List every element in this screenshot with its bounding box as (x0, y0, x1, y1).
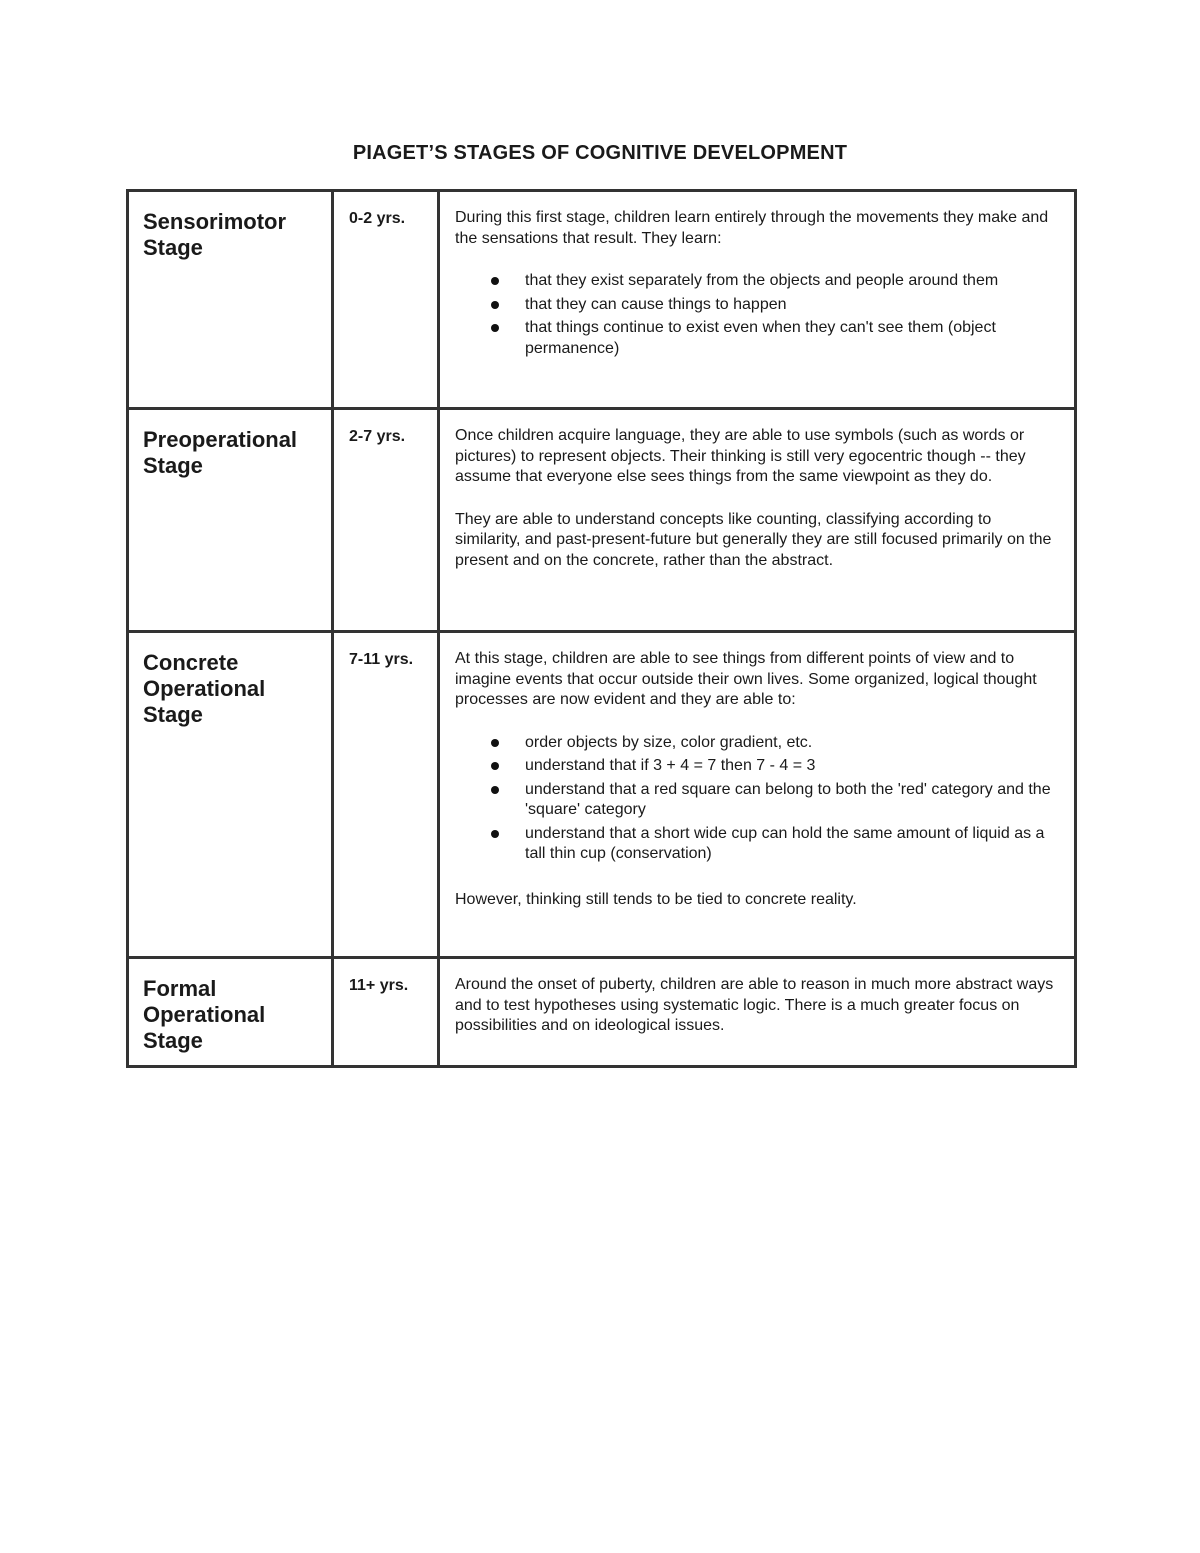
stage-name-cell (128, 191, 333, 409)
stage-name-line: Stage (143, 453, 203, 478)
stage-name-line: Formal (143, 976, 217, 1001)
list-item: that things continue to exist even when they can't see them (object permanence) (525, 318, 1061, 362)
stage-description (441, 634, 1073, 910)
stage-name-line: Stage (143, 1028, 203, 1053)
page-title: PIAGET’S STAGES OF COGNITIVE DEVELOPMENT (352, 142, 848, 164)
table-row (128, 632, 1076, 958)
age-range: 11+ yrs. (349, 977, 409, 994)
description-paragraph: During this first stage, children learn entirely through the movements they make and the sensations that result. They learn: (455, 209, 1049, 247)
stage-name (130, 960, 330, 1054)
list-item: order objects by size, color gradient, etc. (525, 733, 1061, 757)
bullet-list (455, 733, 1061, 868)
description-paragraph: Around the onset of puberty, children are able to reason in much more abstract ways and to test hypotheses using systematic logic. There is a much greater focus on possibilities and on ideological issues. (455, 976, 1054, 1034)
stage-name-line: Stage (143, 702, 203, 727)
stage-name-line: Preoperational (143, 427, 298, 452)
stages-table (126, 189, 1077, 1068)
stage-name-line: Operational (143, 1002, 266, 1027)
age-range: 0-2 yrs. (349, 210, 406, 227)
table-row (128, 409, 1076, 632)
list-item: understand that a red square can belong to both the 'red' category and the 'square' category (525, 780, 1061, 824)
age-cell (333, 958, 439, 1067)
stage-name-line: Stage (143, 235, 203, 260)
description-cell (439, 632, 1076, 958)
table-row (128, 958, 1076, 1067)
age-range: 2-7 yrs. (349, 428, 406, 445)
age-cell (333, 191, 439, 409)
stage-description (441, 193, 1073, 362)
stage-name-line: Sensorimotor (143, 209, 287, 234)
stage-name-cell (128, 409, 333, 632)
list-item: that they exist separately from the objects and people around them (525, 271, 1061, 295)
stage-name-line: Operational (143, 676, 266, 701)
stage-name (130, 193, 330, 261)
age-range: 7-11 yrs. (349, 651, 414, 668)
description-paragraph: At this stage, children are able to see things from different points of view and to imagine events that occur outside their own lives. Some organized, logical thought processes are now evident and they are able to: (455, 650, 1037, 708)
stage-name-cell (128, 632, 333, 958)
stage-name (130, 634, 330, 728)
stage-name-cell (128, 958, 333, 1067)
description-paragraph: They are able to understand concepts like counting, classifying according to similarity, and past-present-future but generally they are still focused primarily on the present and on the concrete, rather than the abstract. (455, 510, 1052, 569)
age-cell (333, 632, 439, 958)
age-cell (333, 409, 439, 632)
bullet-list (455, 271, 1061, 362)
stage-description (441, 411, 1073, 571)
list-item: that they can cause things to happen (525, 295, 1061, 319)
table-row (128, 191, 1076, 409)
list-item: understand that if 3 + 4 = 7 then 7 - 4 = 3 (525, 756, 1061, 780)
stage-name-line: Concrete (143, 650, 239, 675)
description-cell (439, 409, 1076, 632)
description-cell (439, 191, 1076, 409)
description-paragraph: However, thinking still tends to be tied to concrete reality. (455, 890, 857, 908)
stage-name (130, 411, 330, 479)
description-cell (439, 958, 1076, 1067)
stage-description (441, 960, 1073, 1037)
list-item: understand that a short wide cup can hold the same amount of liquid as a tall thin cup (conservation) (525, 824, 1061, 868)
description-paragraph: Once children acquire language, they are able to use symbols (such as words or pictures) to represent objects. Their thinking is still very egocentric though -- they assume that everyone else sees things from the same viewpoint as they do. (455, 427, 1026, 485)
